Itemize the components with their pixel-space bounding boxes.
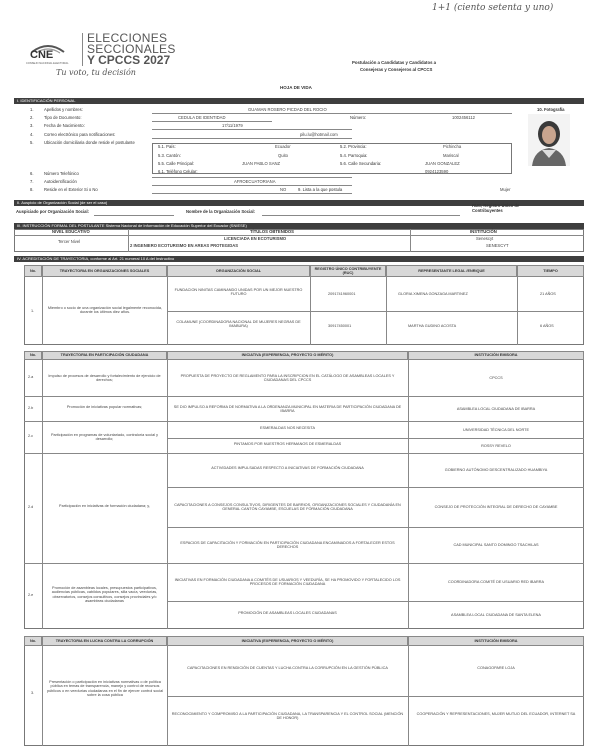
row-label: Ubicación domiciliaria donde reside el postulante xyxy=(44,140,135,145)
org-h-org: ORGANIZACIÓN SOCIAL xyxy=(167,265,310,277)
org-name: COLAMUNE (COORDINADORA NACIONAL DE MUJERES NEGRAS DE IMABURA) xyxy=(176,320,301,329)
corr-h-tray: TRAYECTORIA EN LUCHA CONTRA LA CORRUPCIÓN xyxy=(42,636,167,646)
row-divider xyxy=(167,527,584,528)
part-initiative: PINTAMOS POR NUESTROS HERMANOS DE ESMERALDAS xyxy=(233,441,342,446)
org-ruc: 30917450001 xyxy=(328,324,352,328)
part-institution: UNIVERSIDAD TÉCNICA DEL NORTE xyxy=(463,427,529,432)
row-label: Tipo de Documento: xyxy=(44,115,82,120)
corr-initiative: RECONOCIMIENTO Y COMPROMISO A LA PARTICIPACIÓN CIUDADANA, LA TRANSPARENCIA Y EL CONTROL SOCIAL (MENCIÓN DE HONOR) xyxy=(171,712,404,721)
row-value: NO xyxy=(280,187,287,192)
corr-institution: COOPERACIÓN Y REPRESENTACIONES, MUJER MUTUO DEL ECUADOR, INTERNET SA xyxy=(416,712,576,716)
header-right-line2: Consejeras y Consejeros al CPCCS xyxy=(360,67,433,72)
row-num: 7. xyxy=(30,179,34,184)
org-h-no: No. xyxy=(24,265,42,277)
org-name-label: Nombre de la Organización Social: xyxy=(186,209,256,214)
edu-inst-1: Senescyt xyxy=(476,236,494,241)
auspicio-line xyxy=(94,215,174,216)
section4-bar: IV. ACREDITACIÓN DE TRAYECTORIA, conforme al Art. 21 numeral 10 A del Instructivo xyxy=(14,256,584,262)
auspicio-label: Auspiciado por Organización Social: xyxy=(16,209,90,214)
corr-desc: Presentación o participación en iniciativas normativas o de política pública en temas de transparencia, manejo y control de recursos públicos o en veedurías ciudadanas en el fin de ejercer control social sobre la cosa pública xyxy=(46,680,164,698)
row-num: 1. xyxy=(30,107,34,112)
secundaria-value: JUAN GONZALEZ xyxy=(425,161,460,166)
logo-subtext: CONSEJO NACIONAL ELECTORAL xyxy=(26,62,69,65)
edu-title-2: 2 INGENIERO ECOTURISMO EN AREAS PROTEGIDAS xyxy=(130,243,239,248)
handwritten-note: 1+1 (ciento setenta y uno) xyxy=(432,3,554,13)
part-initiative: INICIATIVAS EN FORMACIÓN CIUDADANA A COMITÉS DE USUARIOS Y VEEDURÍA, SE HA PROMOVIDO Y FORTALECIDO LOS PROCESOS DE FORMACIÓN CIUDADANA xyxy=(174,578,401,587)
calle-value: JUAN PABLO SANZ xyxy=(242,161,281,166)
corr-h-inst: INSTITUCIÓN EMISORA xyxy=(408,636,584,646)
row-num: 5. xyxy=(30,140,34,145)
row-line xyxy=(152,185,352,186)
row-value: pilu.lu@hotmail.com xyxy=(300,132,338,137)
row-line xyxy=(152,177,352,178)
row-value: AFROECUATORIANA xyxy=(234,179,276,184)
part-initiative: CAPACITACIONES A CONSEJOS CONSULTIVOS, DIRIGENTES DE BARRIOS, ORGANIZACIONES SOCIALES Y CIUDADANÍA EN GENERAL CANTÓN CAYAMBE, ESCUELAS DE FORMACIÓN CIUDADANA xyxy=(174,503,401,512)
part-desc: Impulso de procesos de desarrollo y fortalecimiento de ejercicio de derechos; xyxy=(48,374,161,383)
logo-divider xyxy=(82,33,83,66)
photo-label: 10. Fotografía xyxy=(537,107,565,112)
part-num: 2.e xyxy=(28,593,34,597)
edu-header-level: NIVEL EDUCATIVO xyxy=(52,229,90,234)
row-divider xyxy=(167,487,584,488)
row-value: CEDULA DE IDENTIDAD xyxy=(178,115,226,120)
row-label: Correo electrónico para notificaciones: xyxy=(44,132,116,137)
org-h-tray: TRAYECTORIA EN ORGANIZACIONES SOCIALES xyxy=(42,265,167,277)
row-num: 4. xyxy=(30,132,34,137)
org-h-ruc: REGISTRO ÚNICO CONTRIBUYENTE (RUC) xyxy=(310,265,386,277)
row-num: 2. xyxy=(30,115,34,120)
row-value: 17/11/1979 xyxy=(222,123,243,128)
row-divider xyxy=(167,438,584,439)
org-time: 21 AÑOS xyxy=(540,292,556,296)
corr-initiative: CAPACITACIONES EN RENDICIÓN DE CUENTAS Y LUCHA CONTRA LA CORRUPCIÓN EN LA GESTIÓN PÚBLICA xyxy=(187,666,388,670)
part-desc: Participación en iniciativas de formación ciudadana; y, xyxy=(59,504,150,508)
calle-label: 5.5. Calle Principal: xyxy=(158,161,195,166)
section1-bar: I. IDENTIFICACIÓN PERSONAL xyxy=(14,98,584,104)
section3-bar: III. INSTRUCCIÓN FORMAL DEL POSTULANTE Sistema Nacional de Información de Educación Superior del Ecuador (SNIESE) xyxy=(14,223,584,229)
part-institution: CONSEJO DE PROTECCIÓN INTEGRAL DE DERECHO DE CAYAMBE xyxy=(434,505,558,509)
part-initiative: SE DIO IMPULSO A REFORMA DE NORMATIVA A LA ORDENANZA MUNICIPAL EN MATERIA DE PARTICIPACIÓN CIUDADANA DE IBARRA xyxy=(173,404,402,413)
parroquia-value: Mariscal xyxy=(443,153,459,158)
edu-header-institution: INSTITUCIÓN xyxy=(470,229,497,234)
photo xyxy=(528,114,570,166)
part-num: 2.a xyxy=(28,375,34,379)
portrait-image xyxy=(528,114,570,166)
ruc-label: RUC, Registro Único de Contribuyentes xyxy=(472,203,520,213)
org-time: 6 AÑOS xyxy=(540,324,554,328)
org-name: FUNDACION NINITAS CAMINANDO UNIDAS POR UN MEJOR NUESTRO FUTURO xyxy=(174,288,303,297)
group-divider xyxy=(24,453,584,454)
section2-bar: II. Auspicio de Organización Social (de ser el caso) xyxy=(14,200,584,206)
part-institution: CAD MUNICIPAL SANTO DOMINGO TSACHILAS xyxy=(453,543,539,547)
part-desc: Promoción de asambleas locales, presupuestos participativos, audiencias públicas, cabildos populares, silla vacía, veedurías, observatorios, consejos consultivos, consejos provinciales y/o asambleas ciudadanas xyxy=(51,586,158,604)
logo-text: CNE xyxy=(30,49,54,61)
row-label-2: Número: xyxy=(350,115,367,120)
title-line3: Y CPCCS 2027 xyxy=(87,53,171,67)
provincia-value: Pichincha xyxy=(443,144,462,149)
part-num: 2.b xyxy=(28,405,34,410)
row-line xyxy=(152,138,352,139)
row-label: Reside en el Exterior Si o No xyxy=(44,187,98,192)
row-label: Fecha de Nacimiento: xyxy=(44,123,85,128)
title-line1: ELECCIONES xyxy=(87,31,168,45)
part-initiative: PROMOCIÓN DE ASAMBLEAS LOCALES CIUDADANAS xyxy=(238,611,337,615)
corr-h-ini: INICIATIVA (EXPERIENCIA, PROYECTO O MÉRITO) xyxy=(167,636,408,646)
org-desc: Miembro o socio de una organización social legalmente reconocida, durante los últimos diez años. xyxy=(47,306,163,315)
part-h-ini: INICIATIVA (EXPERIENCIA, PROYECTO O MÉRITO) xyxy=(167,351,408,360)
part-institution: GOBIERNO AUTÓNOMO DESCENTRALIZADO HUAMBIYA xyxy=(444,468,548,472)
doc-title: HOJA DE VIDA xyxy=(280,85,312,90)
row-label: Autoidentificación xyxy=(44,179,77,184)
corr-num: 3. xyxy=(31,691,35,695)
part-institution: COORDINADORA COMITÉ DE USUARIO RED IBARRA xyxy=(448,580,544,584)
slogan: Tu voto, tu decisión xyxy=(56,68,136,77)
celular-value: 0924123590 xyxy=(425,169,449,174)
row-line xyxy=(152,193,352,194)
row-line xyxy=(152,129,352,130)
org-num: 1. xyxy=(31,309,35,313)
part-institution: ASAMBLEA LOCAL CIUDADANA DE SANTA ELENA xyxy=(451,613,541,617)
org-h-rep: REPRESENTANTE LEGAL /ENRIQUE xyxy=(386,265,517,277)
org-h-time: TIEMPO xyxy=(517,265,584,277)
part-h-no: No. xyxy=(24,351,42,360)
edu-level: Tercer Nivel xyxy=(58,239,81,244)
row-num: 3. xyxy=(30,123,34,128)
pais-label: 5.1. País: xyxy=(158,144,176,149)
part-institution: ASAMBLEA LOCAL CIUDADANA DE IBARRA xyxy=(456,406,536,411)
org-rep: MARTHA GUDINO ACOSTA xyxy=(408,324,457,328)
part-desc: Participación en programas de voluntariado, contraloría social y desarrollo; xyxy=(50,433,158,442)
celular-label: 6.1. Teléfono Celular: xyxy=(158,169,198,174)
org-ruc: 2091741960001 xyxy=(328,292,356,296)
row-line xyxy=(152,113,512,114)
org-name-line xyxy=(262,215,460,216)
title-line2: SECCIONALES xyxy=(87,42,176,56)
row-value: GUAMAN ROSERO PICDAD DEL ROCIO xyxy=(248,107,327,112)
group-divider xyxy=(24,396,584,397)
org-rep: GLORIA XIMENA GONZAGA MARTINEZ xyxy=(398,292,468,296)
group-divider xyxy=(24,421,584,422)
row-label: Apellidos y nombres: xyxy=(44,107,83,112)
row-value-2: Mujer xyxy=(500,187,511,192)
part-institution: ROSSY REVELO xyxy=(481,443,511,448)
parroquia-label: 5.4. Parroquia: xyxy=(340,153,368,158)
org-table xyxy=(24,265,584,345)
edu-inst-2: SENESCYT xyxy=(486,243,509,248)
part-initiative: ACTIVIDADES IMPULSADAS RESPECTO A INICIATIVAS DE FORMACIÓN CIUDADANA xyxy=(211,466,364,470)
row-line xyxy=(152,121,272,122)
row-num: 6. xyxy=(30,171,34,176)
group-divider xyxy=(24,563,584,564)
part-desc: Promoción de iniciativas popular normativas; xyxy=(66,404,143,409)
edu-header-titles: TÍTULOS OBTENIDOS xyxy=(250,229,294,234)
part-initiative: PROPUESTA DE PROYECTO DE REGLAMENTO PARA LA INSCRIPCION EN EL CATÁLOGO DE ASAMBLEAS LOCALES Y CIUDADANAS DEL CPCCS xyxy=(180,374,395,383)
part-institution: CPCCS xyxy=(489,376,503,380)
row-label-2: 9. Lista a la que postula xyxy=(298,187,343,192)
education-table xyxy=(14,229,584,252)
provincia-label: 5.2. Provincia: xyxy=(340,144,367,149)
secundaria-label: 5.6. Calle Secundaria: xyxy=(340,161,382,166)
edu-title-1: LICENCIADA EN ECOTURISMO xyxy=(224,236,287,241)
row-label: Número Telefónico xyxy=(44,171,79,176)
canton-label: 5.3. Cantón: xyxy=(158,153,181,158)
part-num: 2.d xyxy=(28,505,34,509)
header-right-line1: Postulación a Candidatas y Candidatos a xyxy=(352,60,437,65)
part-initiative: ESMERALDAS NOS NECESITA xyxy=(260,425,315,430)
corr-h-no: No. xyxy=(24,636,42,646)
part-h-inst: INSTITUCIÓN EMISORA xyxy=(408,351,584,360)
row-num: 8. xyxy=(30,187,34,192)
part-initiative: ESPACIOS DE CAPACITACIÓN Y FORMACIÓN EN PARTICIPACIÓN CIUDADANA ENCAMINADOS A FORTALECER ESTOS DERECHOS xyxy=(180,541,395,550)
pais-value: Ecuador xyxy=(275,144,291,149)
row-value-2: 1002456112 xyxy=(452,115,475,120)
part-num: 2.c xyxy=(28,434,34,438)
part-h-tray: TRAYECTORIA EN PARTICIPACIÓN CIUDADANA xyxy=(42,351,167,360)
canton-value: Quito xyxy=(278,153,289,158)
row-divider xyxy=(167,601,584,602)
corr-institution: CONAGOPARE LOJA xyxy=(477,666,515,670)
